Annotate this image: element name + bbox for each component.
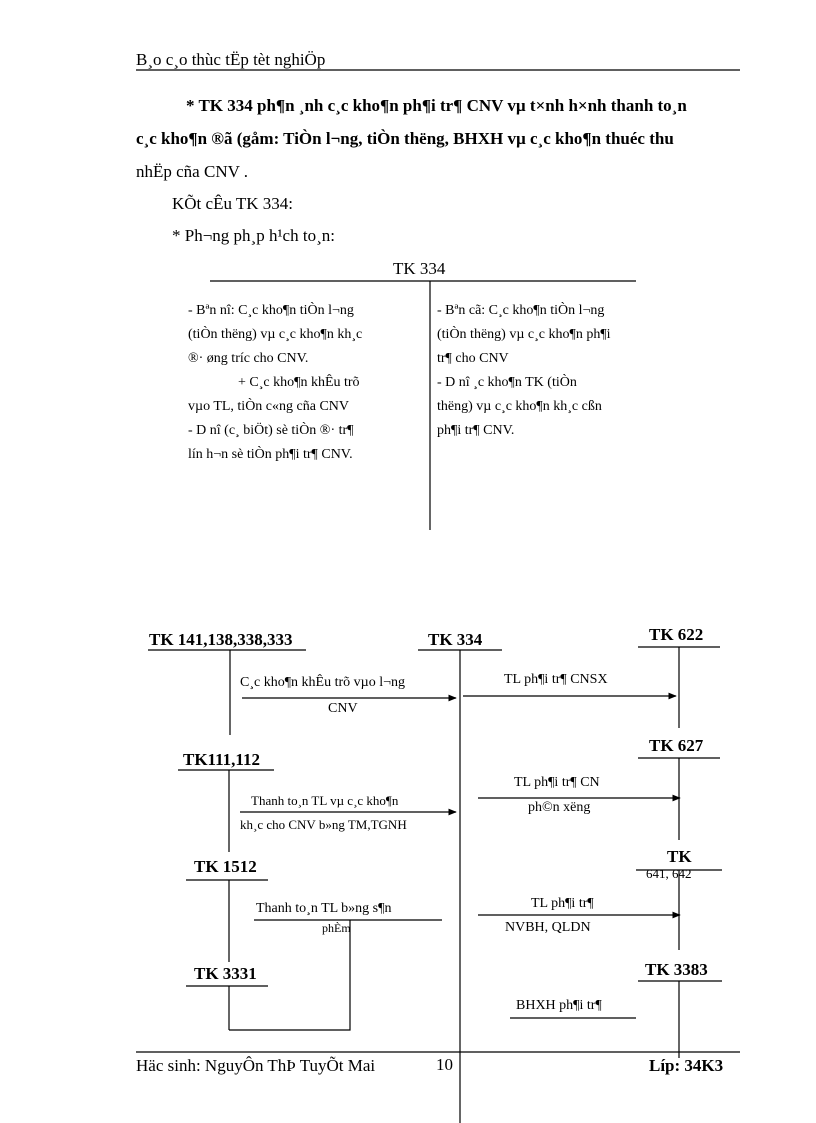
account-tk641: TK xyxy=(667,847,692,866)
account-tk3331: TK 3331 xyxy=(194,964,257,983)
footer-page-number: 10 xyxy=(436,1055,453,1074)
credit-line: - Bªn cã: C¸c kho¶n tiÒn l¬ng xyxy=(437,303,605,318)
account-tk3383: TK 3383 xyxy=(645,960,708,979)
credit-line: ph¶i tr¶ CNV. xyxy=(437,423,515,438)
label-deduction-2: CNV xyxy=(328,701,358,716)
label-tl-nvbh-2: NVBH, QLDN xyxy=(505,920,591,935)
label-tl-nvbh-1: TL ph¶i tr¶ xyxy=(531,896,594,911)
structure-heading: KÕt cÊu TK 334: xyxy=(172,194,294,213)
debit-line: lín h¬n sè tiÒn ph¶i tr¶ CNV. xyxy=(188,447,353,462)
label-tl-cnsx: TL ph¶i tr¶ CNSX xyxy=(504,672,608,687)
debit-line: vµo TL, tiÒn c«ng cña CNV xyxy=(188,399,350,414)
label-pay-cash-2: kh¸c cho CNV b»ng TM,TGNH xyxy=(240,817,407,832)
credit-line: - D nî ¸c kho¶n TK (tiÒn xyxy=(437,375,577,390)
account-tk1512: TK 1512 xyxy=(194,857,257,876)
credit-line: thëng) vµ c¸c kho¶n kh¸c cßn xyxy=(437,399,602,414)
account-tk622: TK 622 xyxy=(649,625,704,644)
label-pay-cash-1: Thanh to¸n TL vµ c¸c kho¶n xyxy=(251,793,399,808)
intro-line-1: * TK 334 ph¶n ¸nh c¸c kho¶n ph¶i tr¶ CNV vµ t×nh h×nh thanh to¸n xyxy=(186,96,687,115)
page-header-title: B¸o c¸o thùc tËp tèt nghiÖp xyxy=(136,50,326,69)
intro-line-2: c¸c kho¶n ®ã (gåm: TiÒn l¬ng, tiÒn thëng, BHXH vµ c¸c kho¶n thuéc thu xyxy=(136,129,674,148)
footer-class: Líp: 34K3 xyxy=(649,1056,724,1075)
method-heading: * Ph¬ng ph¸p h¹ch to¸n: xyxy=(172,226,335,245)
account-tk641-cut: 641, 642 xyxy=(646,866,692,881)
debit-line: - Bªn nî: C¸c kho¶n tiÒn l¬ng xyxy=(188,303,354,318)
t-account-title: TK 334 xyxy=(393,259,446,278)
label-bhxh: BHXH ph¶i tr¶ xyxy=(516,998,602,1013)
label-pay-product-1: Thanh to¸n TL b»ng s¶n xyxy=(256,901,392,916)
debit-line: ®· øng tríc cho CNV. xyxy=(188,351,309,366)
label-deduction-1: C¸c kho¶n khÊu trõ vµo l¬ng xyxy=(240,675,406,690)
debit-line: + C¸c kho¶n khÊu trõ xyxy=(238,375,360,390)
credit-line: (tiÒn thëng) vµ c¸c kho¶n ph¶i xyxy=(437,327,611,342)
account-tk627: TK 627 xyxy=(649,736,704,755)
footer-student: Häc sinh: NguyÔn ThÞ TuyÕt Mai xyxy=(136,1056,376,1075)
account-tk334: TK 334 xyxy=(428,630,483,649)
label-pay-product-2: phÈm xyxy=(322,921,351,935)
account-tk111: TK111,112 xyxy=(183,750,260,769)
debit-line: - D nî (c¸ biÖt) sè tiÒn ®· tr¶ xyxy=(188,423,354,438)
debit-line: (tiÒn thëng) vµ c¸c kho¶n kh¸c xyxy=(188,327,363,342)
credit-line: tr¶ cho CNV xyxy=(437,351,509,366)
label-tl-cn-1: TL ph¶i tr¶ CN xyxy=(514,775,600,790)
intro-line-3: nhËp cña CNV . xyxy=(136,162,249,181)
account-tk141: TK 141,138,338,333 xyxy=(149,630,293,649)
label-tl-cn-2: ph©n xëng xyxy=(528,800,591,815)
